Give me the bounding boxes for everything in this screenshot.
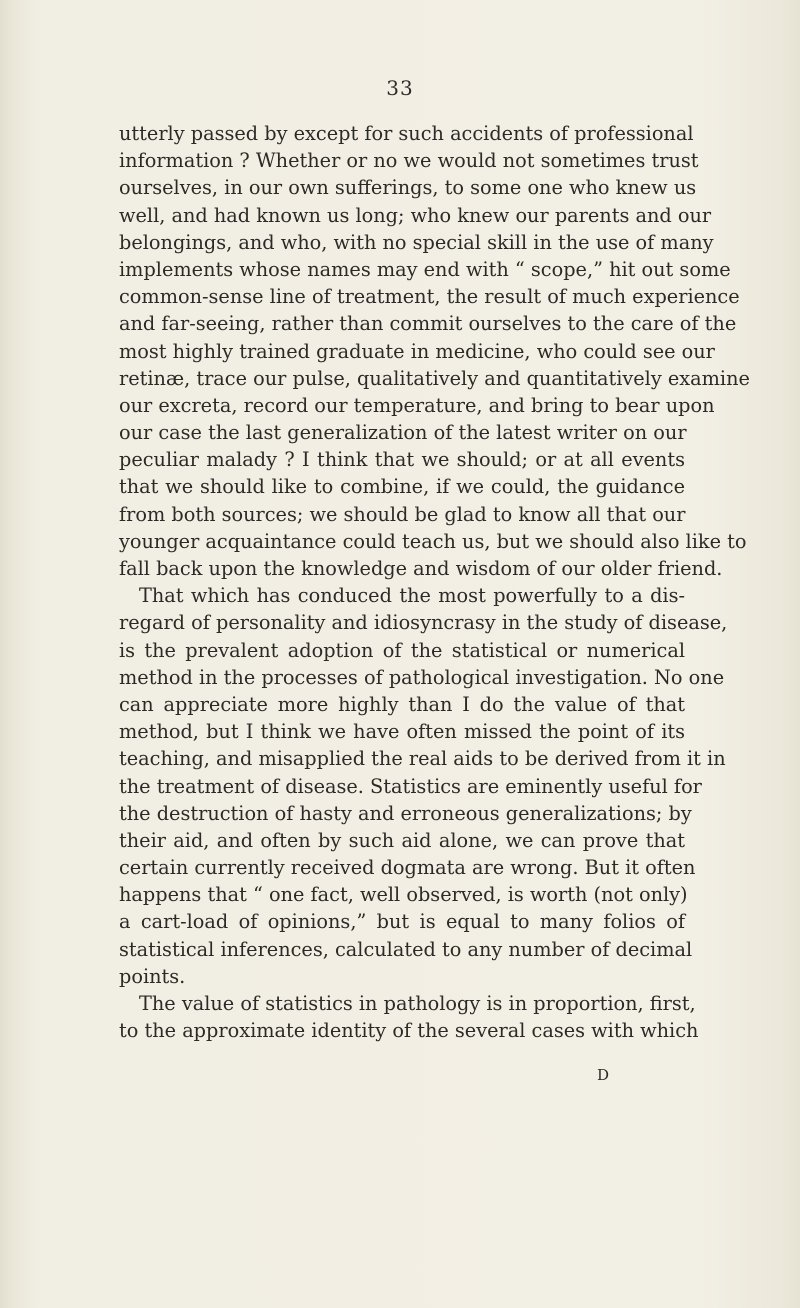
text-line: younger acquaintance could teach us, but we should also like to bbox=[119, 529, 747, 553]
text-line: happens that “ one fact, well observed, is worth (not only) bbox=[119, 883, 688, 907]
text-line: utterly passed by except for such accidents of professional bbox=[119, 122, 694, 145]
text-line: most highly trained graduate in medicine, who could see our bbox=[119, 339, 715, 363]
text-line: method, but I think we have often missed the point of its bbox=[119, 720, 685, 744]
text-line: peculiar malady ? I think that we should; or at all events bbox=[119, 448, 685, 472]
text-line: method in the processes of pathological investigation. No one bbox=[119, 665, 725, 689]
text-line: fall back upon the knowledge and wisdom of our older friend. bbox=[119, 557, 723, 580]
text-line: information ? Whether or no we would not sometimes trust bbox=[119, 149, 699, 173]
paragraph-start-line: That which has conduced the most powerfully to a dis- bbox=[139, 584, 685, 608]
text-line: our excreta, record our temperature, and bring to bear upon bbox=[119, 393, 715, 417]
text-line: retinæ, trace our pulse, qualitatively and quantitatively examine bbox=[119, 366, 750, 390]
text-line: common-sense line of treatment, the result of much experience bbox=[119, 285, 740, 309]
page-number: 33 bbox=[386, 76, 414, 100]
text-line: can appreciate more highly than I do the value of that bbox=[119, 692, 685, 716]
body-text bbox=[119, 120, 750, 1044]
text-line: regard of personality and idiosyncrasy in the study of disease, bbox=[119, 611, 728, 635]
text-line: teaching, and misapplied the real aids to be derived from it in bbox=[119, 747, 726, 771]
text-line: a cart-load of opinions,” but is equal to many folios of bbox=[119, 910, 685, 934]
text-line: that we should like to combine, if we could, the guidance bbox=[119, 475, 685, 499]
text-line: points. bbox=[119, 964, 186, 988]
text-line: our case the last generalization of the latest writer on our bbox=[119, 421, 687, 445]
text-line: the treatment of disease. Statistics are eminently useful for bbox=[119, 774, 702, 798]
signature-mark: D bbox=[597, 1066, 610, 1084]
text-line: implements whose names may end with “ scope,” hit out some bbox=[119, 257, 731, 281]
text-line: and far-seeing, rather than commit ourselves to the care of the bbox=[119, 312, 737, 336]
text-line: from both sources; we should be glad to know all that our bbox=[119, 502, 686, 526]
text-line: to the approximate identity of the several cases with which bbox=[119, 1019, 699, 1043]
text-line: ourselves, in our own sufferings, to some one who knew us bbox=[119, 176, 697, 200]
text-line: is the prevalent adoption of the statistical or numerical bbox=[119, 638, 685, 662]
text-line: the destruction of hasty and erroneous generalizations; by bbox=[119, 801, 692, 825]
text-line: belongings, and who, with no special skill in the use of many bbox=[119, 230, 714, 254]
paragraph-start-line: The value of statistics in pathology is in proportion, first, bbox=[139, 992, 696, 1015]
text-line: certain currently received dogmata are wrong. But it often bbox=[119, 856, 696, 880]
text-line: their aid, and often by such aid alone, we can prove that bbox=[119, 828, 685, 852]
text-line: statistical inferences, calculated to any number of decimal bbox=[119, 937, 693, 961]
text-line: well, and had known us long; who knew our parents and our bbox=[119, 203, 712, 227]
